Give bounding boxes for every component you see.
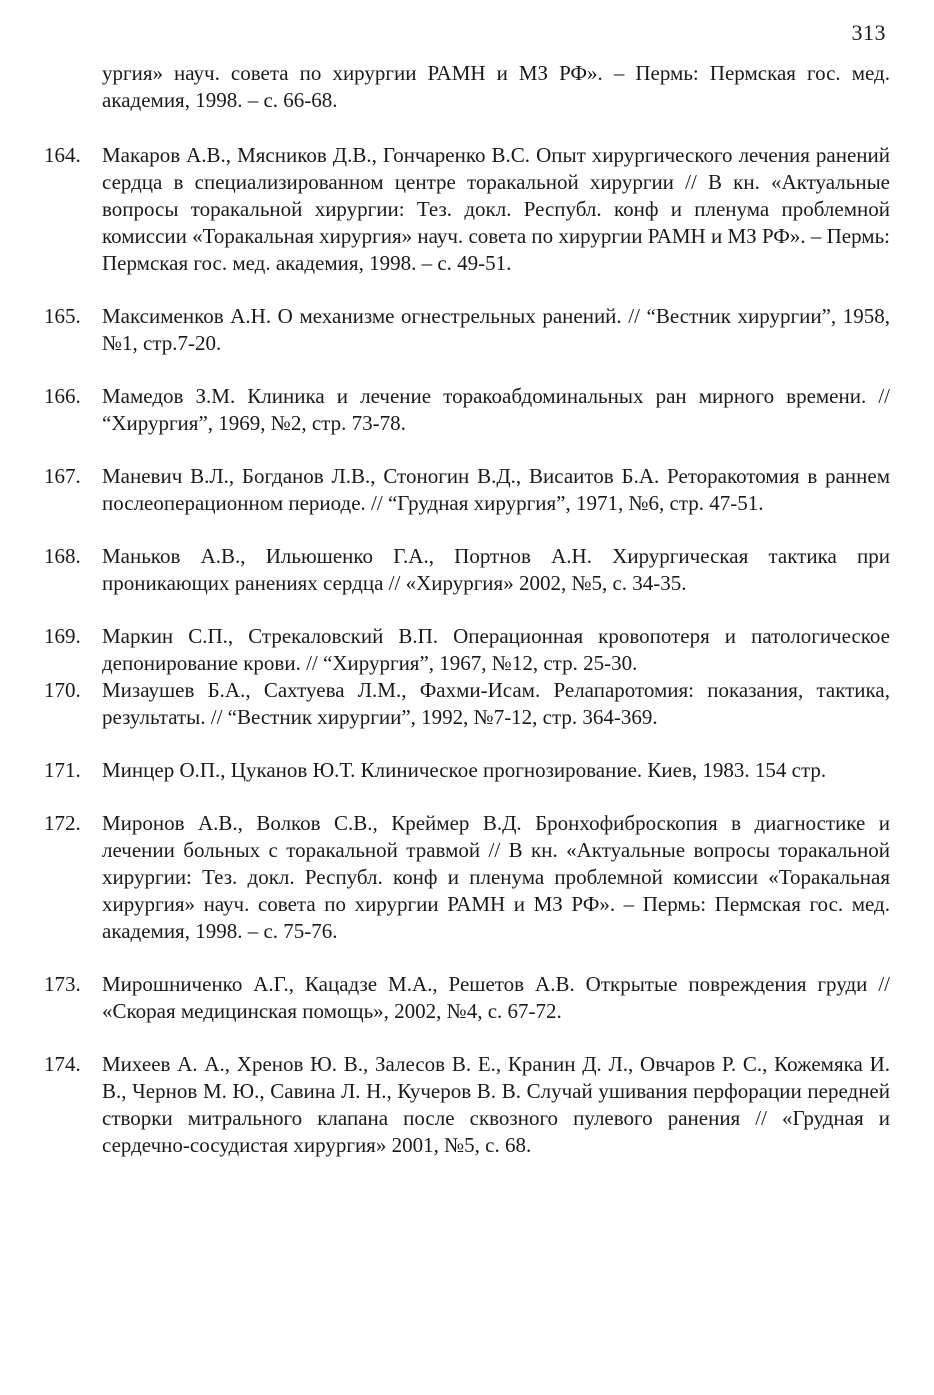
reference-number: 165. xyxy=(44,304,81,328)
reference-text: Миронов А.В., Волков С.В., Креймер В.Д. Бронхофиброскопия в диагностике и лечении больных с торакальной травмой // В кн. «Актуальные вопросы торакальной хирургии: Тез. докл. Республ. конф и пленума проблемной комиссии «Торакальная хирургия» науч. совета по хирургии РАМН и МЗ РФ». – Пермь: Пермская гос. мед. академия, 1998. – с. 75-76. xyxy=(102,811,890,943)
reference-text: Мирошниченко А.Г., Кацадзе М.А., Решетов А.В. Открытые повреждения груди // «Скорая медицинская помощь», 2002, №4, с. 67-72. xyxy=(102,972,890,1023)
reference-text: Маньков А.В., Ильюшенко Г.А., Портнов А.Н. Хирургическая тактика при проникающих ранениях сердца // «Хирургия» 2002, №5, с. 34-35. xyxy=(102,544,890,595)
reference-number: 172. xyxy=(44,811,81,835)
reference-text: Маневич В.Л., Богданов Л.В., Стоногин В.Д., Висаитов Б.А. Реторакотомия в раннем послеоперационном периоде. // “Грудная хирургия”, 1971, №6, стр. 47-51. xyxy=(102,464,890,515)
reference-text: Михеев А. А., Хренов Ю. В., Залесов В. Е., Кранин Д. Л., Овчаров Р. С., Кожемяка И. В., Чернов М. Ю., Савина Л. Н., Кучеров В. В. Случай ушивания перфорации передней створки митрального клапана после сквозного пулевого ранения // «Грудная и сердечно-сосудистая хирургия» 2001, №5, с. 68. xyxy=(102,1052,890,1157)
reference-list xyxy=(44,60,890,1185)
reference-number: 166. xyxy=(44,384,81,408)
reference-text: Минцер О.П., Цуканов Ю.Т. Клиническое прогнозирование. Киев, 1983. 154 стр. xyxy=(102,758,827,782)
reference-item xyxy=(44,303,890,357)
reference-item xyxy=(44,677,890,731)
reference-number: 171. xyxy=(44,758,81,782)
reference-number: 174. xyxy=(44,1052,81,1076)
reference-text: Мизаушев Б.А., Сахтуева Л.М., Фахми-Исам. Релапаротомия: показания, тактика, результаты. // “Вестник хирургии”, 1992, №7-12, стр. 364-369. xyxy=(102,678,890,729)
reference-item xyxy=(44,810,890,945)
reference-text: Максименков А.Н. О механизме огнестрельных ранений. // “Вестник хирургии”, 1958, №1, стр.7-20. xyxy=(102,304,890,355)
reference-item xyxy=(44,463,890,517)
reference-text: Маркин С.П., Стрекаловский В.П. Операционная кровопотеря и патологическое депонирование крови. // “Хирургия”, 1967, №12, стр. 25-30. xyxy=(102,624,890,675)
reference-number: 169. xyxy=(44,624,81,648)
reference-number: 167. xyxy=(44,464,81,488)
reference-number: 168. xyxy=(44,544,81,568)
page-number: 313 xyxy=(851,20,886,45)
reference-continuation: ургия» науч. совета по хирургии РАМН и МЗ РФ». – Пермь: Пермская гос. мед. академия, 1998. – с. 66-68. xyxy=(102,61,890,112)
reference-item xyxy=(44,971,890,1025)
reference-number: 173. xyxy=(44,972,81,996)
reference-item xyxy=(44,623,890,677)
reference-item xyxy=(44,142,890,277)
reference-number: 170. xyxy=(44,678,81,702)
reference-text: Мамедов З.М. Клиника и лечение торакоабдоминальных ран мирного времени. // “Хирургия”, 1969, №2, стр. 73-78. xyxy=(102,384,890,435)
reference-item xyxy=(44,757,890,784)
reference-item xyxy=(44,543,890,597)
reference-item xyxy=(44,1051,890,1159)
reference-item xyxy=(44,383,890,437)
reference-text: Макаров А.В., Мясников Д.В., Гончаренко В.С. Опыт хирургического лечения ранений сердца в специализированном центре торакальной хирургии // В кн. «Актуальные вопросы торакальной хирургии: Тез. докл. Республ. конф и пленума проблемной комиссии «Торакальная хирургия» науч. совета по хирургии РАМН и МЗ РФ». – Пермь: Пермская гос. мед. академия, 1998. – с. 49-51. xyxy=(102,143,890,275)
reference-number: 164. xyxy=(44,143,81,167)
